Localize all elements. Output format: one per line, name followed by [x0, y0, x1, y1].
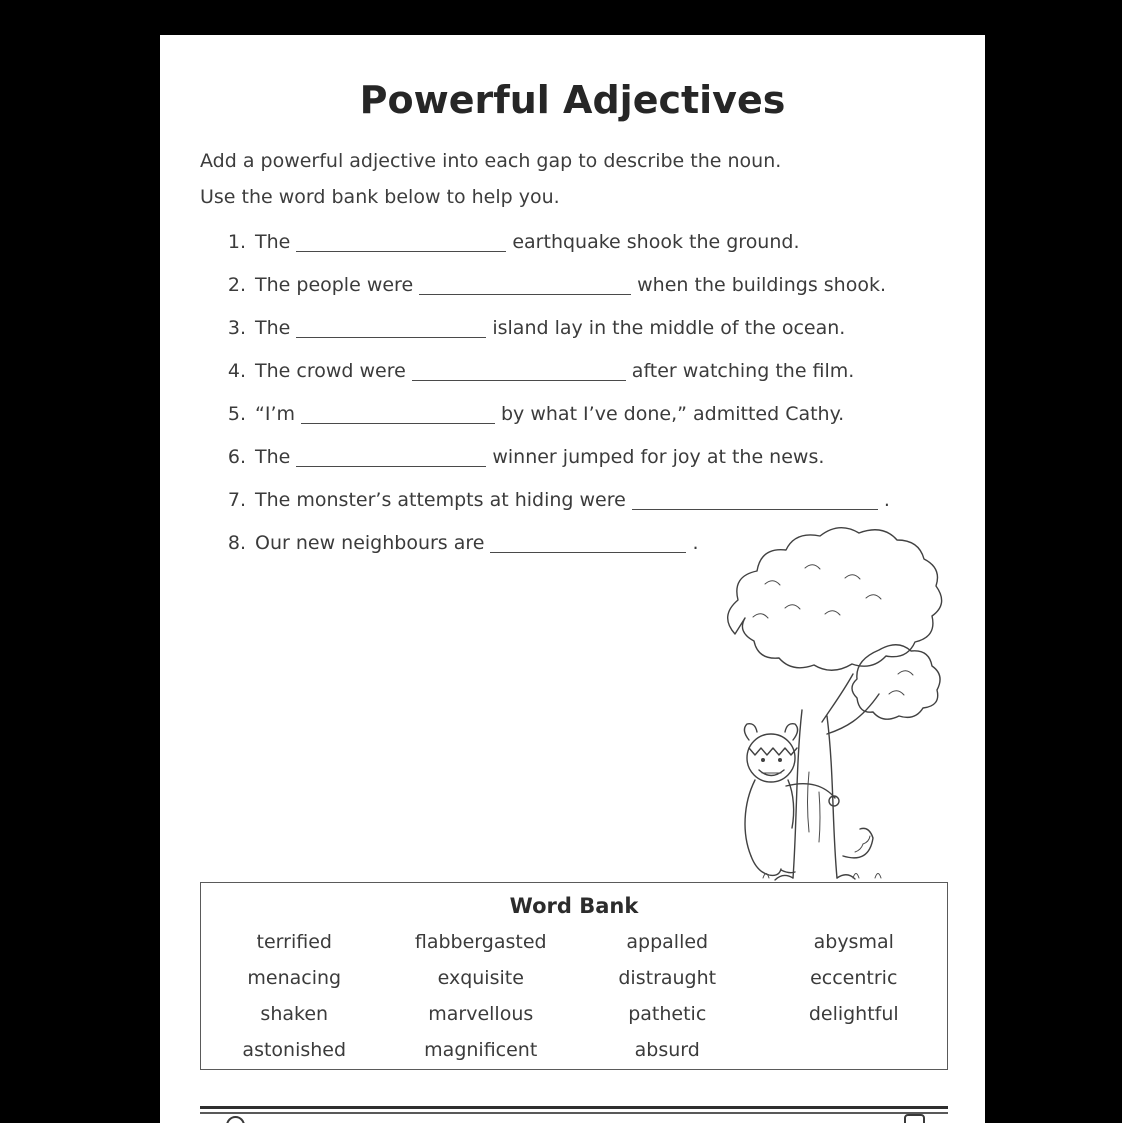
- word-bank-word: flabbergasted: [414, 931, 547, 953]
- sentence-text-before: The monster’s attempts at hiding were: [255, 489, 626, 511]
- sentence-item: [220, 350, 985, 393]
- sentence-text-before: Our new neighbours are: [255, 532, 485, 554]
- sentence-number: 4.: [227, 360, 246, 382]
- word-bank-word: pathetic: [628, 1003, 707, 1025]
- sentence-number: 8.: [227, 532, 246, 554]
- sentence-number: 6.: [227, 446, 246, 468]
- word-bank-word: appalled: [626, 931, 709, 953]
- answer-blank: [301, 423, 495, 424]
- word-bank-word: abysmal: [813, 931, 894, 953]
- sentence-text-before: The: [255, 446, 291, 468]
- answer-blank: [490, 552, 686, 553]
- sentence-item: [220, 307, 985, 350]
- sentence-item: [220, 479, 985, 522]
- sentence-text-after: winner jumped for joy at the news.: [492, 446, 825, 468]
- sentence-number: 7.: [227, 489, 246, 511]
- answer-blank: [419, 294, 631, 295]
- sentence-number: 2.: [227, 274, 246, 296]
- instruction-line-1: Add a powerful adjective into each gap to describe the noun.: [200, 150, 782, 172]
- word-bank-word: eccentric: [810, 967, 898, 989]
- word-bank-word: marvellous: [428, 1003, 534, 1025]
- sentence-item: [220, 221, 985, 264]
- word-bank-grid: [201, 931, 947, 1061]
- word-bank-word: delightful: [808, 1003, 899, 1025]
- word-bank-word: distraught: [618, 967, 717, 989]
- sentence-number: 1.: [227, 231, 246, 253]
- answer-blank: [412, 380, 626, 381]
- footer-square-mark: [904, 1114, 925, 1123]
- answer-blank: [296, 466, 486, 467]
- sentence-item: [220, 393, 985, 436]
- word-bank-word: shaken: [260, 1003, 329, 1025]
- sentence-item: [220, 264, 985, 307]
- sentence-text-after: .: [692, 532, 699, 554]
- monster-tree-illustration: [693, 522, 949, 890]
- footer-rule-thick: [200, 1106, 948, 1109]
- sentence-text-before: The: [255, 231, 291, 253]
- instructions: [200, 143, 985, 215]
- word-bank: [200, 882, 948, 1070]
- page-title: Powerful Adjectives: [359, 78, 786, 122]
- sentence-text-after: after watching the film.: [631, 360, 855, 382]
- word-bank-word: magnificent: [424, 1039, 538, 1061]
- sentence-text-after: earthquake shook the ground.: [512, 231, 800, 253]
- sentence-text-before: The crowd were: [255, 360, 406, 382]
- answer-blank: [296, 337, 486, 338]
- sentence-text-before: “I’m: [255, 403, 295, 425]
- sentence-text-before: The: [255, 317, 291, 339]
- word-bank-word: menacing: [247, 967, 342, 989]
- sentence-text-after: island lay in the middle of the ocean.: [492, 317, 846, 339]
- instruction-line-2: Use the word bank below to help you.: [200, 186, 560, 208]
- sentence-item: [220, 436, 985, 479]
- answer-blank: [296, 251, 506, 252]
- word-bank-word: absurd: [634, 1039, 700, 1061]
- sentence-number: 3.: [227, 317, 246, 339]
- footer-rule-thin: [200, 1112, 948, 1114]
- sentence-text-after: when the buildings shook.: [637, 274, 886, 296]
- worksheet-page: [160, 35, 985, 1123]
- word-bank-word: exquisite: [437, 967, 524, 989]
- word-bank-word: terrified: [256, 931, 332, 953]
- word-bank-word: astonished: [242, 1039, 347, 1061]
- sentence-text-after: by what I’ve done,” admitted Cathy.: [501, 403, 845, 425]
- answer-blank: [632, 509, 878, 510]
- sentence-text-after: .: [883, 489, 890, 511]
- sentence-text-before: The people were: [255, 274, 414, 296]
- sentence-list: [160, 221, 985, 565]
- word-bank-word: [761, 1039, 948, 1061]
- footer-circle-mark: [226, 1116, 245, 1123]
- sentence-number: 5.: [227, 403, 246, 425]
- word-bank-title: Word Bank: [509, 894, 639, 918]
